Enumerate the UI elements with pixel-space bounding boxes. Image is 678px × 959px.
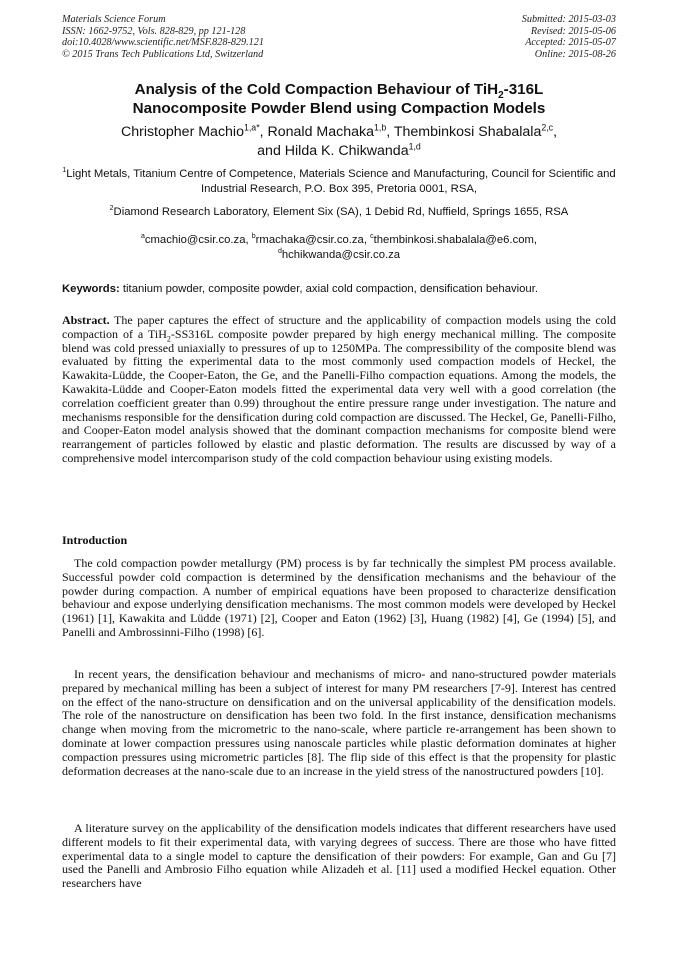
affiliation-2 [62,205,616,220]
email-mark: c [370,233,374,241]
journal-name: Materials Science Forum [62,14,166,25]
email-list [62,233,616,262]
publication-dates [522,14,616,60]
email-link[interactable]: rmachaka@csir.co.za, [255,234,371,246]
keywords-text: titanium powder, composite powder, axial cold compaction, densification behaviour. [119,283,538,295]
paper-title [62,80,616,118]
title-text-a: Analysis of the Cold Compaction Behaviour of TiH [134,81,499,98]
affiliation-text: Diamond Research Laboratory, Element Six (SA), 1 Debid Rd, Nuffield, Springs 1655, RSA [113,206,569,218]
author-affil-mark: 2,c [541,122,554,133]
email-mark: b [251,233,256,241]
title-text-b: -316L [503,81,544,98]
publication-info [62,14,264,60]
accepted-date: Accepted: 2015-05-07 [525,37,616,49]
affiliation-1 [62,167,616,196]
keywords-label: Keywords: [62,283,120,295]
email-mark: d [277,247,282,255]
introduction-paragraph-1: The cold compaction powder metallurgy (PM) process is by far technically the simplest PM process available. Successful powder cold compaction is determined by the densification mechanisms and the behaviour of the powder during compaction. A number of empirical equations have been proposed to characterize densification behaviour and expose underlying densification mechanisms. The most common models were developed by Heckel (1961) [1], Kawakita and Lüdde (1971) [2], Cooper and Eaton (1962) [3], Huang (1982) [4], Ge (1994) [5], and Panelli and Ambrossinni-Filho (1998) [6]. [62,556,616,639]
email-link[interactable]: hchikwanda@csir.co.za [281,248,401,261]
revised-date: Revised: 2015-05-06 [530,25,616,37]
abstract-subscript: 2 [166,334,171,344]
author-line-2 [62,142,616,161]
author-separator: , [553,124,558,140]
author-name: Thembinkosi Shabalala [393,124,542,140]
author-line-1 [62,123,616,142]
author-affil-mark: 1,a* [243,122,260,133]
submitted-date: Submitted: 2015-03-03 [521,14,616,25]
abstract-text-b: -SS316L composite powder prepared by high energy mechanical milling. The composite blend was cold pressed uniaxially to pressures of up to 1250MPa. The compressibility of the composite blend was evaluated by fitting the experimental data to the most commonly used compaction models of Heckel, the Kawakita-Lüdde, the Cooper-Eaton, the Ge, and the Panelli-Filho compaction equations. Among the models, the Kawakita-Lüdde and Cooper-Eaton models fitted the experimental data very well with a good correlation (the correlation coefficient greater than 0.99) throughout the entire pressure range under investigation. The nature and mechanisms responsible for the densification during cold compaction are discussed. The Heckel, Ge, Panelli-Filho, and Cooper-Eaton model analysis showed that the dominant compaction mechanisms for composite blend were rearrangement of particles followed by elastic and plastic deformation. The results are discussed by way of a comprehensive model intercomparison study of the cold compaction behaviour using existing models. [62,326,617,465]
author-separator: , [259,124,268,140]
issn-line: ISSN: 1662-9752, Vols. 828-829, pp 121-128 [62,25,246,37]
email-link[interactable]: cmachio@csir.co.za, [144,234,252,246]
copyright-line: © 2015 Trans Tech Publications Ltd, Switzerland [62,48,264,60]
email-line-2 [62,248,616,263]
abstract-label: Abstract. [62,313,110,327]
title-subscript: 2 [498,90,504,102]
introduction-paragraph-2: In recent years, the densification behaviour and mechanisms of micro- and nano-structured powder materials prepared by mechanical milling has been a subject of interest for many PM researchers [7-9]. Interest has centred on the effect of the nano-structure on densification and on the universal applicability of the densification models. The role of the nanostructure on densification has been two fold. In the first instance, densification mechanisms change when moving from the micrometric to the nano-scale, where particle re-arrangement has been shown to dominate at lower compaction pressures using nanoscale particles while plastic deformation dominates at higher compaction pressures using micrometric particles [8]. The flip side of this effect is that the propensity for plastic deformation decreases at the nano-scale due to an increase in the yield stress of the nanostructured powders [10]. [62,667,616,778]
introduction-paragraph-3: A literature survey on the applicability of the densification models indicates that different researchers have used different models to fit their experimental data, with varying degrees of success. There are those who have fitted experimental data to a single model to capture the densification of their powders: For example, Gan and Gu [7] used the Panelli and Ambrosio Filho equation while Alizadeh et al. [11] used a modified Heckel equation. Other researchers have [62,821,616,891]
email-mark: a [140,233,145,241]
author-separator: , [386,124,394,140]
email-link[interactable]: thembinkosi.shabalala@e6.com, [373,234,538,246]
abstract-paragraph [62,314,616,466]
author-name: and Hilda K. Chikwanda [257,143,409,159]
online-date: Online: 2015-08-26 [534,48,616,60]
affiliation-mark: 1 [62,167,67,175]
introduction-heading: Introduction [62,533,128,547]
author-affil-mark: 1,d [408,141,421,152]
keywords-line [62,282,616,296]
author-affil-mark: 1,b [373,122,387,133]
author-name: Ronald Machaka [267,124,374,140]
title-line-2: Nanocomposite Powder Blend using Compaction Models [132,100,546,117]
email-line-1 [62,233,616,248]
doi-line: doi:10.4028/www.scientific.net/MSF.828-829.121 [62,37,264,49]
affiliation-mark: 2 [109,205,114,213]
affiliation-text: Light Metals, Titanium Centre of Competence, Materials Science and Manufacturing, Council for Scientific and Industrial Research, P.O. Box 395, Pretoria 0001, RSA, [66,168,616,195]
author-name: Christopher Machio [120,124,244,140]
title-line-1 [62,80,616,102]
author-list [62,123,616,161]
abstract-text-a: The paper captures the effect of structure and the applicability of compaction models using the cold compaction of a TiH [62,313,616,341]
